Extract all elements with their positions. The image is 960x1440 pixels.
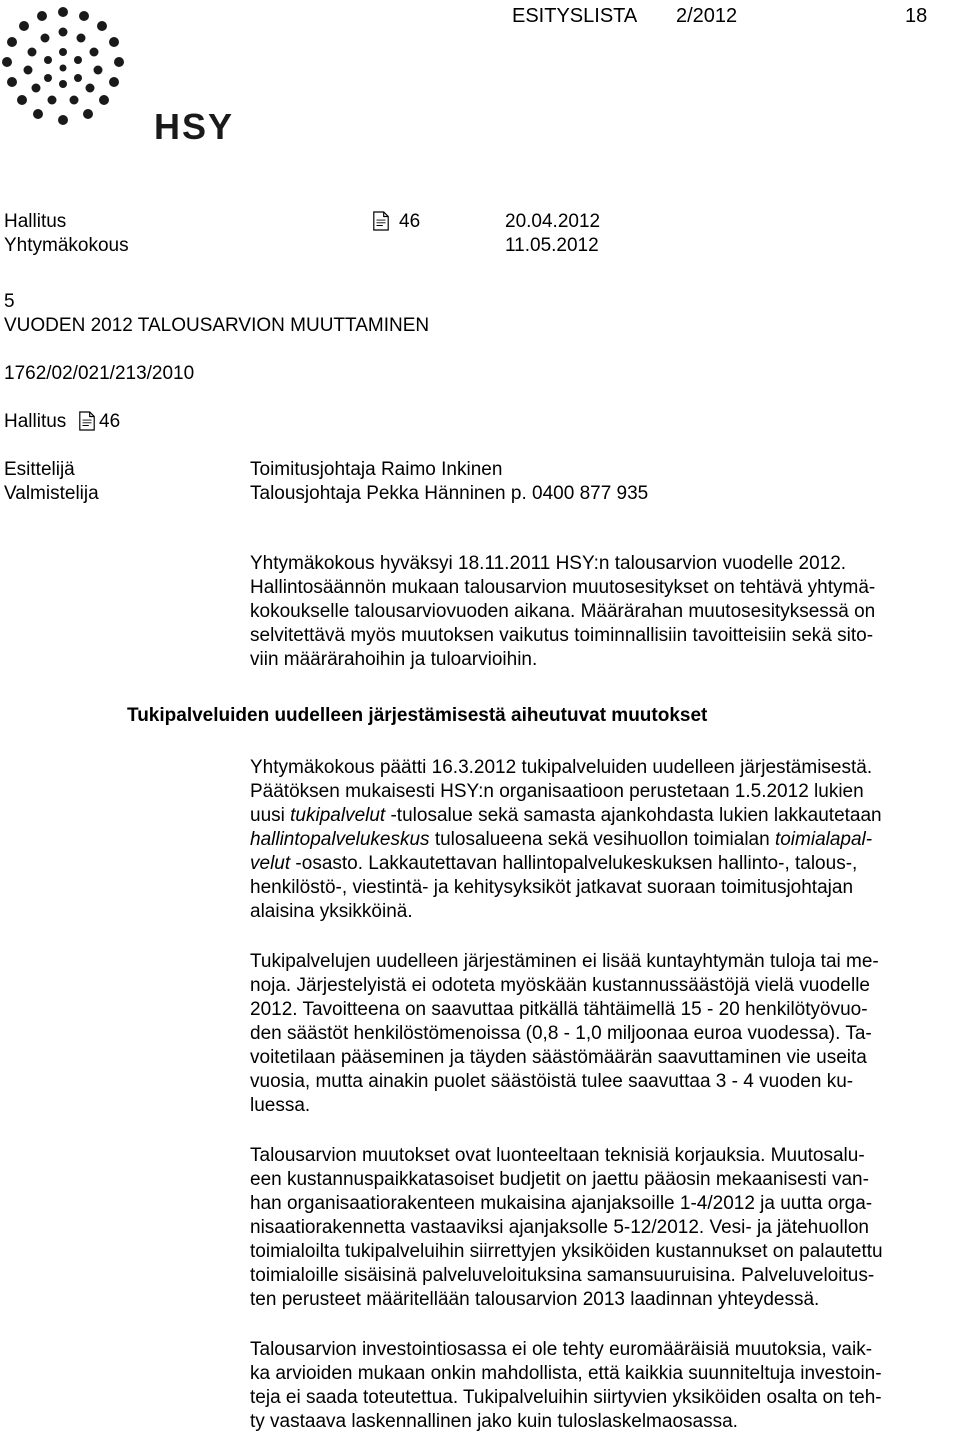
body-paragraph-2-line <box>250 828 872 852</box>
text-span: -osasto. Lakkautettavan hallintopalvelukeskuksen hallinto-, talous-, <box>290 853 858 874</box>
meeting-date-1: 20.04.2012 <box>505 211 601 232</box>
unit-name-emphasis: velut <box>250 853 291 874</box>
body-paragraph-3-line: 2012. Tavoitteena on saavuttaa pitkällä tähtäimellä 15 - 20 henkilötyövuo- <box>250 999 868 1020</box>
body-paragraph-4-line: toimialoilta tukipalveluihin siirrettyjen yksiköiden kustannukset on palautettu <box>250 1241 883 1262</box>
body-paragraph-2-line: Yhtymäkokous päätti 16.3.2012 tukipalveluiden uudelleen järjestämisestä. <box>250 757 873 778</box>
meeting-body-1: Hallitus <box>4 211 67 232</box>
prior-body: Hallitus <box>4 411 67 432</box>
item-number: 5 <box>4 291 15 312</box>
body-paragraph-3-line: Tukipalvelujen uudelleen järjestäminen ei lisää kuntayhtymän tuloja tai me- <box>250 951 879 972</box>
body-paragraph-3-line: vuosia, mutta ainakin puolet säästöistä tulee saavuttaa 3 - 4 vuoden ku- <box>250 1071 854 1092</box>
body-paragraph-2-line: henkilöstö-, viestintä- ja kehitysyksiköt jatkavat suoraan toimitusjohtajan <box>250 877 854 898</box>
presenter-label: Esittelijä <box>4 459 75 480</box>
unit-name-emphasis: toimialapal- <box>774 829 873 850</box>
body-paragraph-2-line: alaisina yksikköinä. <box>250 901 413 922</box>
body-paragraph-2-line: Päätöksen mukaisesti HSY:n organisaatioon perustetaan 1.5.2012 lukien <box>250 781 864 802</box>
body-paragraph-1-line: kokoukselle talousarviovuoden aikana. Määrärahan muutosesityksessä on <box>250 601 876 622</box>
section-heading: Tukipalveluiden uudelleen järjestämisestä aiheutuvat muutokset <box>127 705 708 726</box>
body-paragraph-2-line <box>250 852 857 876</box>
body-paragraph-1-line: selvitettävä myös muutoksen vaikutus toiminnallisiin tavoitteisiin sekä sito- <box>250 625 874 646</box>
meeting-body-2: Yhtymäkokous <box>4 235 129 256</box>
document-reference-icon <box>78 411 96 431</box>
body-paragraph-4-line: toimialoille sisäisinä palveluveloituksina samansuuruisina. Palveluveloitus- <box>250 1265 875 1286</box>
header-page-number: 18 <box>905 5 928 27</box>
hsy-dot-logo-icon <box>2 6 124 132</box>
header-doc-type: ESITYSLISTA <box>512 5 638 27</box>
body-paragraph-3-line: den säästöt henkilöstömenoissa (0,8 - 1,0 miljoonaa euroa vuodessa). Ta- <box>250 1023 872 1044</box>
item-title: VUODEN 2012 TALOUSARVION MUUTTAMINEN <box>4 315 430 336</box>
text-span: tulosalueena sekä vesihuollon toimialan <box>429 829 775 850</box>
body-paragraph-1-line: Yhtymäkokous hyväksyi 18.11.2011 HSY:n talousarvion vuodelle 2012. <box>250 553 847 574</box>
body-paragraph-4-line: ten perusteet määritellään talousarvion 2013 laadinnan yhteydessä. <box>250 1289 820 1310</box>
logo-text: HSY <box>154 106 235 147</box>
body-paragraph-1-line: Hallintosäännön mukaan talousarvion muutosesitykset on tehtävä yhtymä- <box>250 577 876 598</box>
body-paragraph-4-line: han organisaatiorakenteen mukaisina ajanjaksoille 1-4/2012 ja uutta orga- <box>250 1193 873 1214</box>
meeting-number-1: 46 <box>399 211 421 232</box>
body-paragraph-3-line: luessa. <box>250 1095 311 1116</box>
preparer-name: Talousjohtaja Pekka Hänninen p. 0400 877 935 <box>250 483 649 504</box>
body-paragraph-4-line: nisaatiorakennetta vastaaviksi ajanjaksolle 5-12/2012. Vesi- ja jätehuollon <box>250 1217 869 1238</box>
preparer-label: Valmistelija <box>4 483 99 504</box>
body-paragraph-4-line: Talousarvion muutokset ovat luonteeltaan teknisiä korjauksia. Muutosalu- <box>250 1145 865 1166</box>
unit-name-emphasis: tukipalvelut <box>290 805 386 826</box>
body-paragraph-2-line <box>250 804 882 828</box>
unit-name-emphasis: hallintopalvelukeskus <box>250 829 430 850</box>
prior-number: 46 <box>99 411 121 432</box>
body-paragraph-4-line: een kustannuspaikkatasoiset budjetit on jaettu pääosin mekaanisesti van- <box>250 1169 869 1190</box>
body-paragraph-5-line: ka arvioiden mukaan onkin mahdollista, että kaikkia suunniteltuja investoin- <box>250 1363 882 1384</box>
presenter-name: Toimitusjohtaja Raimo Inkinen <box>250 459 503 480</box>
body-paragraph-3-line: noja. Järjestelyistä ei odoteta myöskään kustannussäästöjä vielä vuodelle <box>250 975 870 996</box>
item-file-ref: 1762/02/021/213/2010 <box>4 363 195 384</box>
text-span: -tulosalue sekä samasta ajankohdasta lukien lakkautetaan <box>385 805 882 826</box>
meeting-date-2: 11.05.2012 <box>505 235 599 256</box>
document-reference-icon <box>372 211 390 231</box>
body-paragraph-3-line: voitetilaan pääseminen ja täyden säästömäärän saavuttaminen vie useita <box>250 1047 867 1068</box>
body-paragraph-5-line: ty vastaava laskennallinen jako kuin tuloslaskelmaosassa. <box>250 1411 738 1432</box>
body-paragraph-5-line: Talousarvion investointiosassa ei ole tehty euromääräisiä muutoksia, vaik- <box>250 1339 873 1360</box>
body-paragraph-5-line: teja ei saada toteutettua. Tukipalveluihin siirtyvien yksiköiden osalta on teh- <box>250 1387 882 1408</box>
header-issue: 2/2012 <box>676 5 738 27</box>
body-paragraph-1-line: viin määrärahoihin ja tuloarvioihin. <box>250 649 538 670</box>
text-span: uusi <box>250 805 291 826</box>
